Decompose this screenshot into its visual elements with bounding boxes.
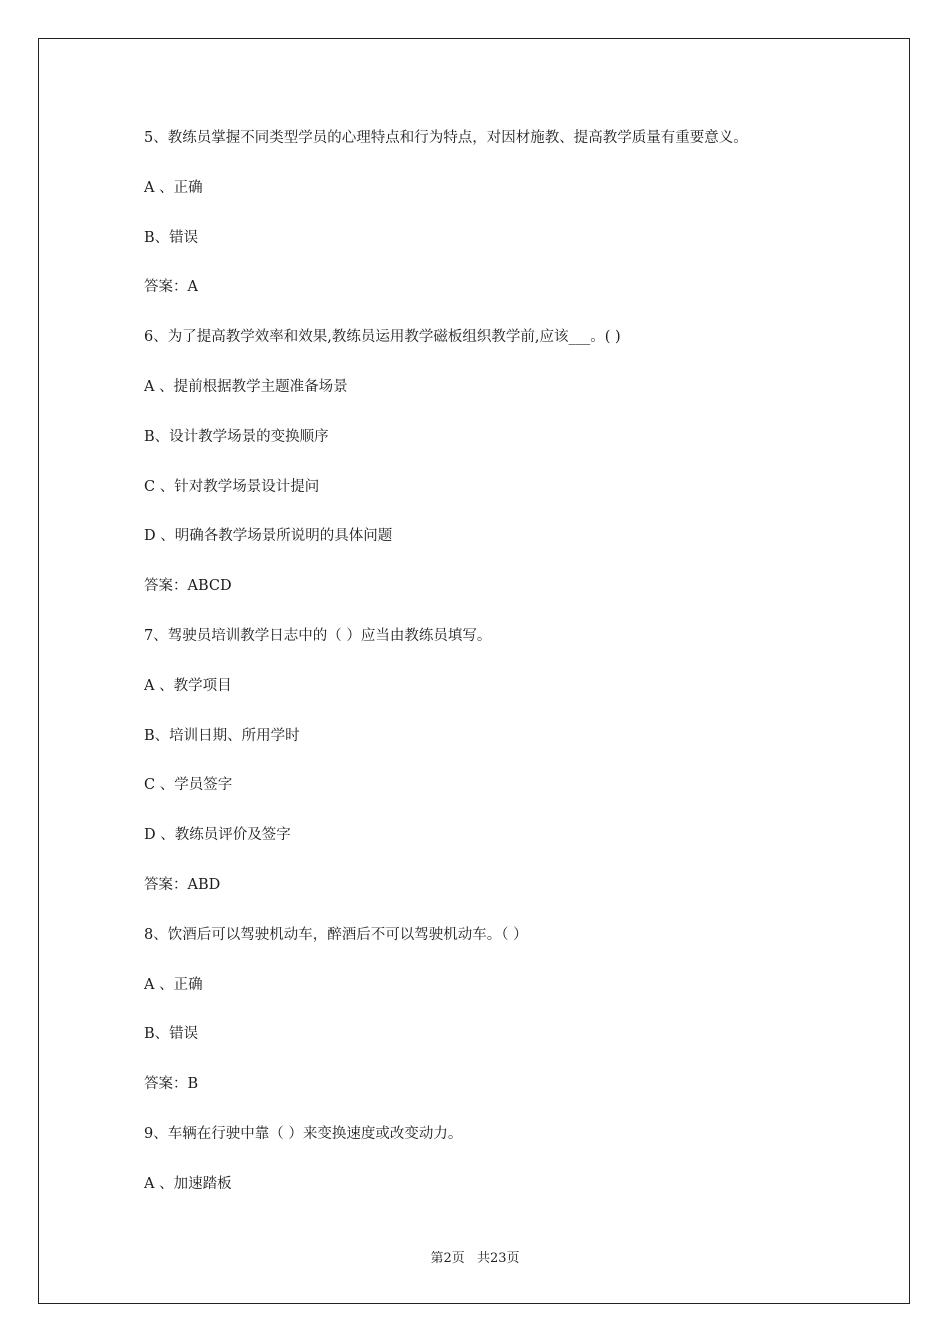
page-footer	[0, 1247, 950, 1266]
question-8: 8、饮酒后可以驾驶机动车，醉酒后不可以驾驶机动车。（ ）	[144, 926, 528, 943]
question-7-option-b: B、培训日期、所用学时	[144, 727, 300, 744]
question-6-option-d: D 、明确各教学场景所说明的具体问题	[144, 528, 393, 545]
question-9-option-a: A 、加速踏板	[144, 1175, 232, 1192]
question-7-option-a: A 、教学项目	[144, 677, 232, 694]
question-8-option-a: A 、正确	[144, 976, 203, 993]
question-7-answer: 答案：ABD	[144, 876, 221, 893]
question-5-option-a: A 、正确	[144, 179, 203, 196]
question-6-answer: 答案：ABCD	[144, 578, 232, 595]
question-5-option-b: B、错误	[144, 229, 199, 246]
question-6-option-b: B、设计教学场景的变换顺序	[144, 428, 329, 445]
page-number: 第2页	[430, 1251, 465, 1266]
question-6-option-c: C 、针对教学场景设计提问	[144, 478, 320, 495]
question-8-answer: 答案：B	[144, 1076, 199, 1093]
question-7: 7、驾驶员培训教学日志中的（ ）应当由教练员填写。	[144, 627, 492, 644]
question-6: 6、为了提高教学效率和效果,教练员运用教学磁板组织教学前,应该___。( )	[144, 329, 621, 346]
question-9: 9、车辆在行驶中靠（ ）来变换速度或改变动力。	[144, 1125, 463, 1142]
question-6-option-a: A 、提前根据教学主题准备场景	[144, 378, 348, 395]
question-5-answer: 答案：A	[144, 279, 198, 296]
question-8-option-b: B、错误	[144, 1026, 199, 1043]
page-total: 共23页	[476, 1251, 520, 1266]
document-body	[144, 124, 864, 1220]
question-5: 5、教练员掌握不同类型学员的心理特点和行为特点，对因材施教、提高教学质量有重要意义。	[144, 130, 748, 146]
question-7-option-c: C 、学员签字	[144, 777, 233, 794]
question-7-option-d: D 、教练员评价及签字	[144, 827, 291, 844]
